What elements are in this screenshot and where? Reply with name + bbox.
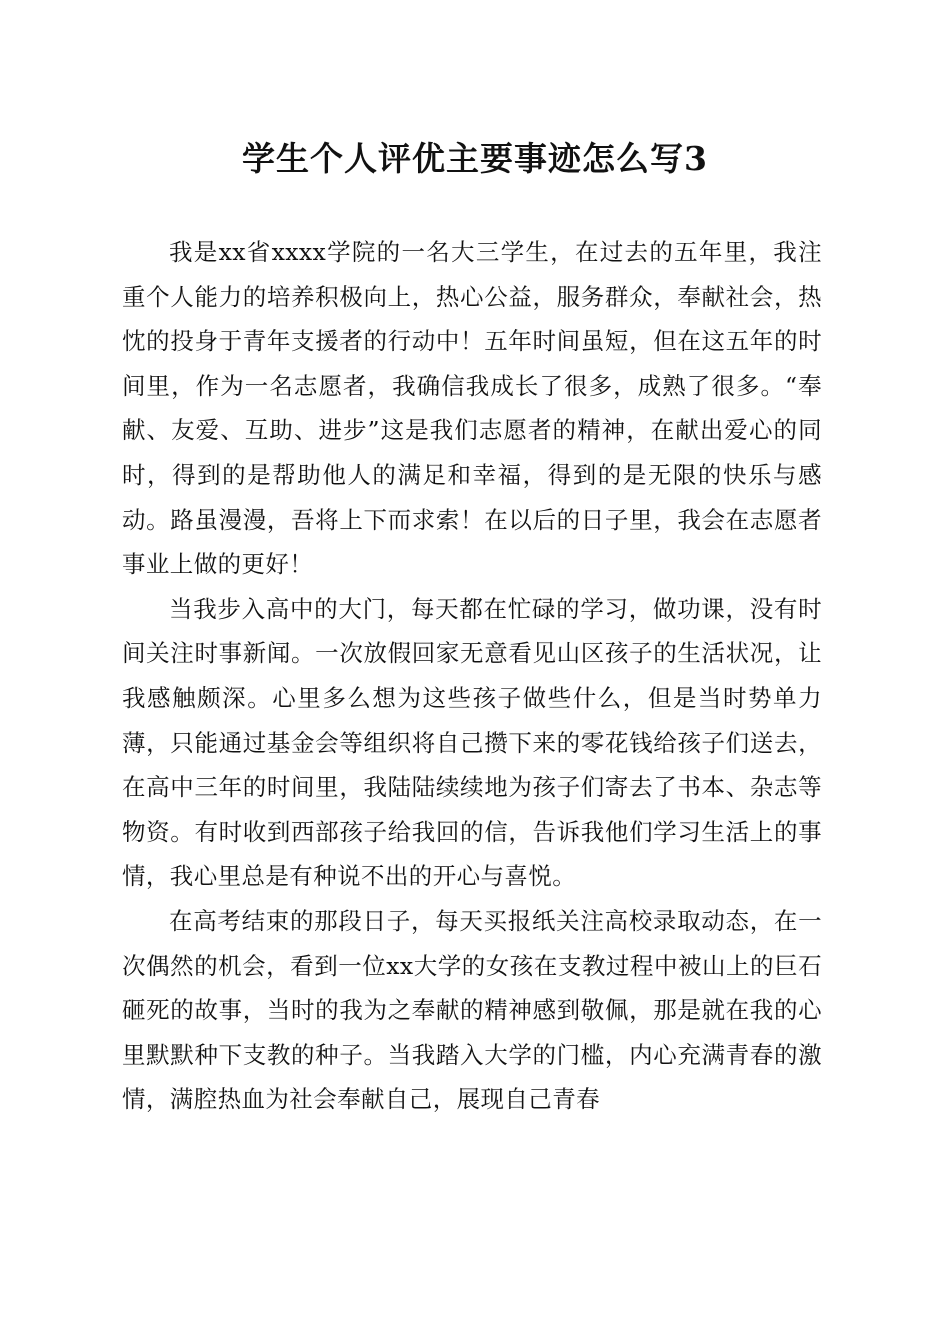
document-body <box>122 230 822 1122</box>
document-title: 学生个人评优主要事迹怎么写3 <box>242 139 708 178</box>
paragraph-3: 在高考结束的那段日子，每天买报纸关注高校录取动态，在一次偶然的机会，看到一位xx大学的女孩在支教过程中被山上的巨石砸死的故事，当时的我为之奉献的精神感到敬佩，那是就在我的心里默默种下支教的种子。当我踏入大学的门槛，内心充满青春的激情，满腔热血为社会奉献自己，展现自己青春 <box>122 906 822 1114</box>
paragraph-2: 当我步入高中的大门，每天都在忙碌的学习，做功课，没有时间关注时事新闻。一次放假回家无意看见山区孩子的生活状况，让我感触颇深。心里多么想为这些孩子做些什么，但是当时势单力薄，只能通过基金会等组织将自己攒下来的零花钱给孩子们送去，在高中三年的时间里，我陆陆续续地为孩子们寄去了书本、杂志等物资。有时收到西部孩子给我回的信，告诉我他们学习生活上的事情，我心里总是有种说不出的开心与喜悦。 <box>122 594 822 891</box>
paragraph-1: 我是xx省xxxx学院的一名大三学生，在过去的五年里，我注重个人能力的培养积极向上，热心公益，服务群众，奉献社会，热忱的投身于青年支援者的行动中！五年时间虽短，但在这五年的时间里，作为一名志愿者，我确信我成长了很多，成熟了很多。“奉献、友爱、互助、进步”这是我们志愿者的精神，在献出爱心的同时，得到的是帮助他人的满足和幸福，得到的是无限的快乐与感动。路虽漫漫，吾将上下而求索！在以后的日子里，我会在志愿者事业上做的更好！ <box>122 238 822 579</box>
